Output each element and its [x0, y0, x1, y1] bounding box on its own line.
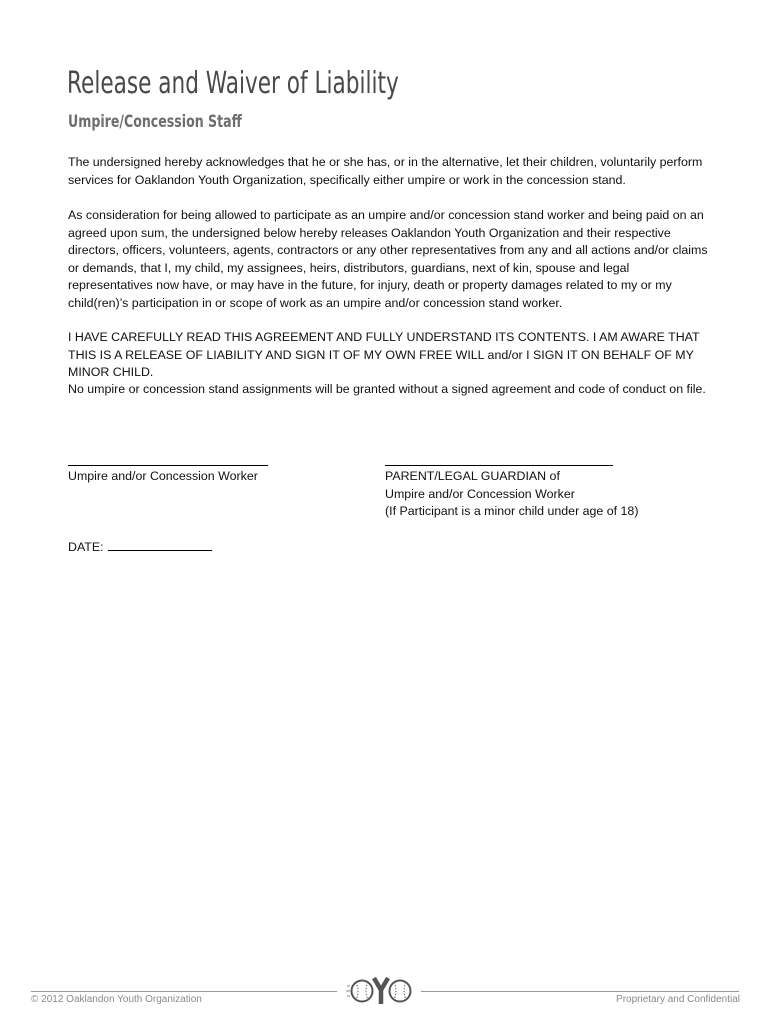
guardian-signature-line[interactable]	[385, 465, 613, 466]
assignment-requirement-paragraph: No umpire or concession stand assignments will be granted without a signed agreement and code of conduct on file.	[68, 382, 706, 396]
worker-signature-label: Umpire and/or Concession Worker	[68, 469, 258, 483]
footer-copyright: © 2012 Oaklandon Youth Organization	[31, 994, 202, 1005]
date-label: DATE:	[68, 540, 104, 554]
acknowledgement-paragraph: The undersigned hereby acknowledges that he or she has, or in the alternative, let their children, voluntarily perform services for Oaklandon Youth Organization, specifically either umpire or work in the concession stand.	[68, 155, 703, 187]
guardian-note-label: (If Participant is a minor child under age of 18)	[385, 504, 639, 518]
guardian-signature-label: PARENT/LEGAL GUARDIAN of	[385, 469, 560, 483]
worker-signature-line[interactable]	[68, 465, 268, 466]
oyo-logo-icon	[343, 972, 419, 1008]
date-line[interactable]	[108, 538, 212, 551]
document-title: Release and Waiver of Liability	[67, 66, 399, 101]
footer-rule-left	[31, 991, 337, 992]
document-subtitle: Umpire/Concession Staff	[68, 112, 242, 132]
consideration-paragraph: As consideration for being allowed to participate as an umpire and/or concession stand worker and being paid on an agreed upon sum, the undersigned below hereby releases Oaklandon Youth Organization and their respective directors, officers, volunteers, agents, contractors or any other representatives from any and all actions and/or claims or demands, that I, my child, my assignees, heirs, distributors, guardians, next of kin, spouse and legal representatives now have, or may have in the future, for injury, death or property damages related to my or my child(ren)’s participation in or scope of work as an umpire and/or concession stand worker.	[68, 208, 708, 310]
release-statement-paragraph: I HAVE CAREFULLY READ THIS AGREEMENT AND FULLY UNDERSTAND ITS CONTENTS. I AM AWARE THAT THIS IS A RELEASE OF LIABILITY AND SIGN IT OF MY OWN FREE WILL and/or I SIGN IT ON BEHALF OF MY MINOR CHILD.	[68, 330, 700, 379]
guardian-role-label: Umpire and/or Concession Worker	[385, 487, 575, 501]
footer-confidential: Proprietary and Confidential	[616, 994, 740, 1005]
footer-rule-right	[421, 991, 739, 992]
date-field	[68, 538, 212, 557]
